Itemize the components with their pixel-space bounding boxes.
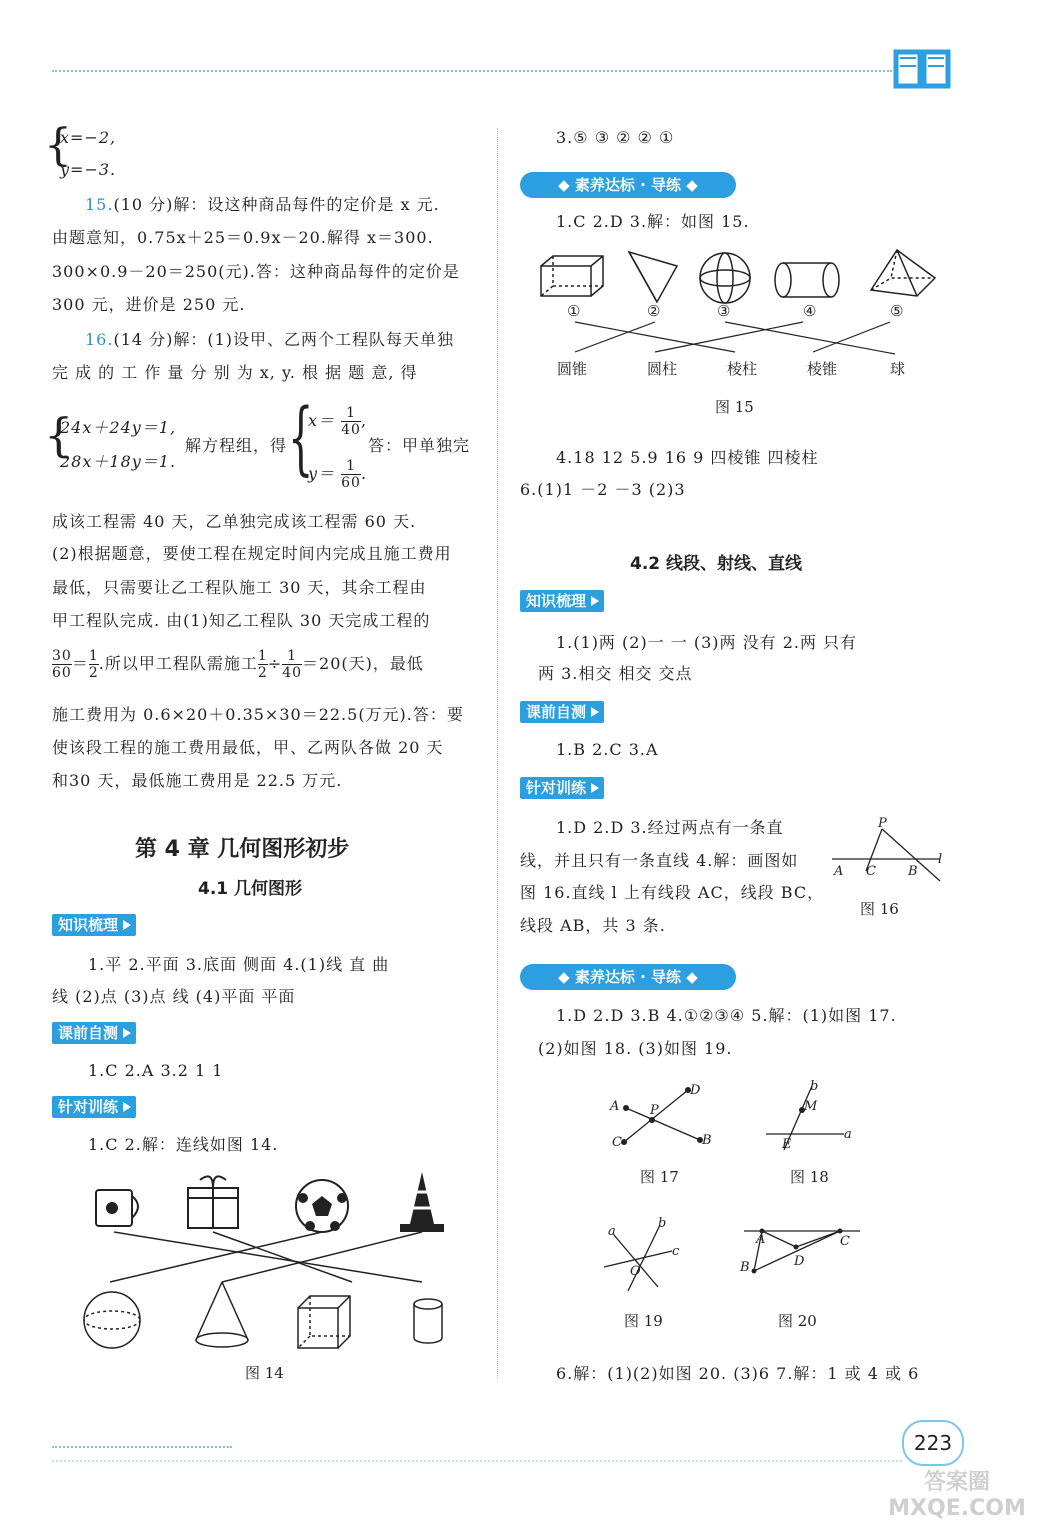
fig15-num-5: ⑤ [890, 302, 904, 320]
q15-number: 15. [85, 195, 114, 214]
q16-line8-b: ＝20(天)，最低 [302, 654, 424, 673]
frac-30-60: $\frac{30}{60}$ [52, 648, 72, 681]
figure-20 [736, 1215, 866, 1299]
q16-eq1: 24x＋24y＝1, [60, 418, 177, 437]
svg-text:A: A [610, 1099, 620, 1114]
figure-16 [828, 815, 948, 889]
sol-x-frac: $\frac{1}{40}$ [341, 405, 361, 438]
r42-quality-1: 1.D 2.D 3.B 4.①②③④ 5.解：(1)如图 17. [556, 1006, 897, 1025]
r-sy1: 1.C 2.D 3.解：如图 15. [556, 212, 750, 231]
q16-line9: 施工费用为 0.6×20＋0.35×30＝22.5(万元).答：要 [52, 705, 464, 724]
footer-dotted-line-2 [52, 1460, 902, 1462]
q16-text: (14 分)解：(1)设甲、乙两个工程队每天单独 [113, 330, 455, 349]
fig15-label-prism: 棱柱 [727, 360, 758, 378]
svg-text:C: C [866, 864, 876, 879]
r-4: 4.18 12 5.9 16 9 四棱锥 四棱柱 [556, 448, 819, 467]
mug-icon [96, 1190, 138, 1226]
svg-text:l: l [938, 852, 943, 867]
fig15-num-2: ② [647, 302, 661, 320]
svg-text:A: A [834, 864, 844, 879]
svg-text:P: P [878, 816, 887, 831]
q16-line6: 最低，只需要让乙工程队施工 30 天，其余工程由 [52, 578, 427, 597]
r42-knowledge-1: 1.(1)两 (2)一 一 (3)两 没有 2.两 只有 [556, 633, 858, 652]
pill-quality-2: ◆ 素养达标 · 导练 ◆ [520, 964, 736, 990]
q15-line4: 300 元，进价是 250 元. [52, 295, 246, 314]
prism-icon [541, 256, 603, 296]
traffic-cone-icon [400, 1172, 444, 1232]
badge-knowledge-42: 知识梳理 [520, 590, 604, 612]
q16-line8: $\frac{30}{60}$ ＝ $\frac{1}{2}$ .所以甲工程队需施工 $\frac{1}{2}$ ÷ $\frac{1}{40}$ ＝20(天)，最低 [52, 648, 424, 681]
q15-line2: 由题意知，0.75x＋25＝0.9x－20.解得 x＝300. [52, 228, 434, 247]
r-top-line: 3.⑤ ③ ② ② ① [556, 128, 675, 147]
cylinder-icon [414, 1299, 442, 1343]
fig15-label-cone: 圆锥 [557, 360, 588, 378]
figure-14 [70, 1168, 470, 1362]
svg-text:P: P [650, 1103, 659, 1118]
fig15-label-sphere: 球 [890, 360, 906, 378]
fig19-caption: 图 19 [624, 1312, 663, 1330]
header-dotted-line [52, 70, 892, 72]
sol-y-frac: $\frac{1}{60}$ [341, 458, 361, 491]
svg-text:B: B [908, 864, 918, 879]
a41-pretest: 1.C 2.A 3.2 1 1 [88, 1061, 224, 1080]
svg-text:C: C [840, 1234, 850, 1249]
svg-text:O: O [630, 1264, 641, 1279]
sol-y-label: y＝ [308, 464, 336, 483]
svg-text:a: a [844, 1127, 852, 1142]
fig15-num-1: ① [567, 302, 581, 320]
q16-sol-x: x＝ $\frac{1}{40}$ , [308, 405, 368, 438]
sol-x-label: x＝ [308, 411, 336, 430]
q16-line5: (2)根据题意，要使工程在规定时间内完成且施工费用 [52, 544, 452, 563]
q16-line4: 成该工程需 40 天，乙单独完成该工程需 60 天. [52, 512, 417, 531]
r42-training-4: 线段 AB，共 3 条. [520, 916, 666, 935]
r42-knowledge-2: 两 3.相交 相交 交点 [538, 664, 693, 683]
section-42-title: 4.2 线段、射线、直线 [630, 554, 803, 574]
q16-sol-y: y＝ $\frac{1}{60}$ . [308, 458, 368, 491]
svg-text:D: D [690, 1083, 701, 1098]
badge-pretest-42: 课前自测 [520, 701, 604, 723]
brace: { [44, 120, 72, 171]
watermark: 答案圈 MXQE.COM [888, 1470, 1026, 1521]
svg-text:b: b [810, 1080, 819, 1094]
pill-quality-1: ◆ 素养达标 · 导练 ◆ [520, 172, 736, 198]
column-divider [497, 128, 498, 1378]
brace-eq: { [44, 408, 74, 462]
svg-text:B: B [702, 1133, 712, 1148]
section-41-title: 4.1 几何图形 [198, 879, 303, 899]
badge-knowledge-41: 知识梳理 [52, 914, 136, 936]
badge-training-41: 针对训练 [52, 1096, 136, 1118]
figure-19 [600, 1215, 690, 1299]
svg-text:a: a [608, 1224, 616, 1239]
brace-sol: { [288, 391, 314, 484]
chapter-title: 第 4 章 几何图形初步 [135, 837, 350, 862]
q16-line10: 使该段工程的施工费用最低，甲、乙两队各做 20 天 [52, 738, 444, 757]
fig15-numbers [535, 302, 945, 322]
svg-text:b: b [658, 1216, 667, 1231]
svg-text:E: E [782, 1137, 792, 1152]
book-logo-icon [892, 42, 952, 96]
soccer-ball-icon [296, 1180, 348, 1232]
connection-lines [110, 1232, 422, 1282]
a41-knowledge-2: 线 (2)点 (3)点 线 (4)平面 平面 [52, 987, 296, 1006]
figure-17 [608, 1080, 718, 1164]
frac-1-2: $\frac{1}{2}$ [88, 648, 99, 681]
gift-box-icon [188, 1176, 238, 1228]
frac-1-2b: $\frac{1}{2}$ [257, 648, 268, 681]
fig20-caption: 图 20 [778, 1312, 817, 1330]
sphere-icon [84, 1292, 140, 1348]
badge-training-42: 针对训练 [520, 777, 604, 799]
q15-text: (10 分)解：设这种商品每件的定价是 x 元. [113, 195, 440, 214]
r42-training-2: 线，并且只有一条直线 4.解：画图如 [520, 851, 799, 870]
page-number-badge [902, 1420, 964, 1466]
badge-pretest-41: 课前自测 [52, 1022, 136, 1044]
svg-text:A: A [756, 1232, 766, 1247]
fig14-caption: 图 14 [245, 1364, 284, 1382]
fig15-caption: 图 15 [715, 398, 754, 416]
r42-training-3: 图 16.直线 l 上有线段 AC，线段 BC， [520, 883, 825, 902]
r-6: 6.(1)1 －2 －3 (2)3 [520, 480, 686, 499]
page-number: 223 [913, 1431, 953, 1455]
q16-line8-a: 所以甲工程队需施工 [104, 654, 258, 673]
fig17-caption: 图 17 [640, 1168, 679, 1186]
q16-number: 16. [85, 330, 114, 349]
fig18-caption: 图 18 [790, 1168, 829, 1186]
q16-line7: 甲工程队完成. 由(1)知乙工程队 30 天完成工程的 [52, 611, 431, 630]
fig15-labels [535, 358, 945, 380]
q16-line11: 和30 天，最低施工费用是 22.5 万元. [52, 771, 343, 790]
q16-eq2: 28x＋18y＝1. [60, 452, 177, 471]
svg-text:M: M [804, 1099, 818, 1114]
svg-text:C: C [612, 1135, 622, 1150]
a41-training: 1.C 2.解：连线如图 14. [88, 1135, 279, 1154]
figure-18 [764, 1080, 864, 1164]
svg-text:B: B [740, 1260, 750, 1275]
r42-last: 6.解：(1)(2)如图 20. (3)6 7.解：1 或 4 或 6 [556, 1364, 920, 1383]
fig15-num-4: ④ [803, 302, 817, 320]
cube-icon [298, 1296, 350, 1348]
r42-pretest: 1.B 2.C 3.A [556, 740, 659, 759]
a41-knowledge-1: 1.平 2.平面 3.底面 侧面 4.(1)线 直 曲 [88, 955, 390, 974]
footer-dotted-line [52, 1446, 232, 1448]
fig15-num-3: ③ [717, 302, 731, 320]
cylinder-icon [775, 263, 839, 297]
system-x: x=−2, [60, 128, 117, 147]
q16-answer-tail: 答：甲单独完 [368, 436, 471, 455]
sphere-icon [700, 253, 750, 303]
svg-text:D: D [794, 1254, 805, 1269]
q16-line1 [85, 330, 454, 350]
fig15-lines [575, 322, 895, 354]
r42-training-1: 1.D 2.D 3.经过两点有一条直 [556, 818, 784, 837]
q16-solve: 解方程组，得 [185, 436, 288, 455]
q15-line1 [85, 195, 440, 215]
q15-line3: 300×0.9－20＝250(元).答：这种商品每件的定价是 [52, 262, 460, 281]
frac-1-40: $\frac{1}{40}$ [282, 648, 303, 681]
svg-text:c: c [672, 1244, 680, 1259]
cone-icon [196, 1282, 248, 1347]
pyramid-icon [871, 250, 935, 296]
fig16-caption: 图 16 [860, 900, 899, 918]
system-y: y=−3. [60, 160, 117, 179]
fig15-label-cylinder: 圆柱 [647, 360, 678, 378]
r42-quality-2: (2)如图 18. (3)如图 19. [538, 1039, 733, 1058]
fig15-label-pyramid: 棱锥 [807, 360, 838, 378]
cone-icon [629, 252, 677, 302]
q16-line2: 完 成 的 工 作 量 分 别 为 x, y. 根 据 题 意, 得 [52, 363, 418, 382]
